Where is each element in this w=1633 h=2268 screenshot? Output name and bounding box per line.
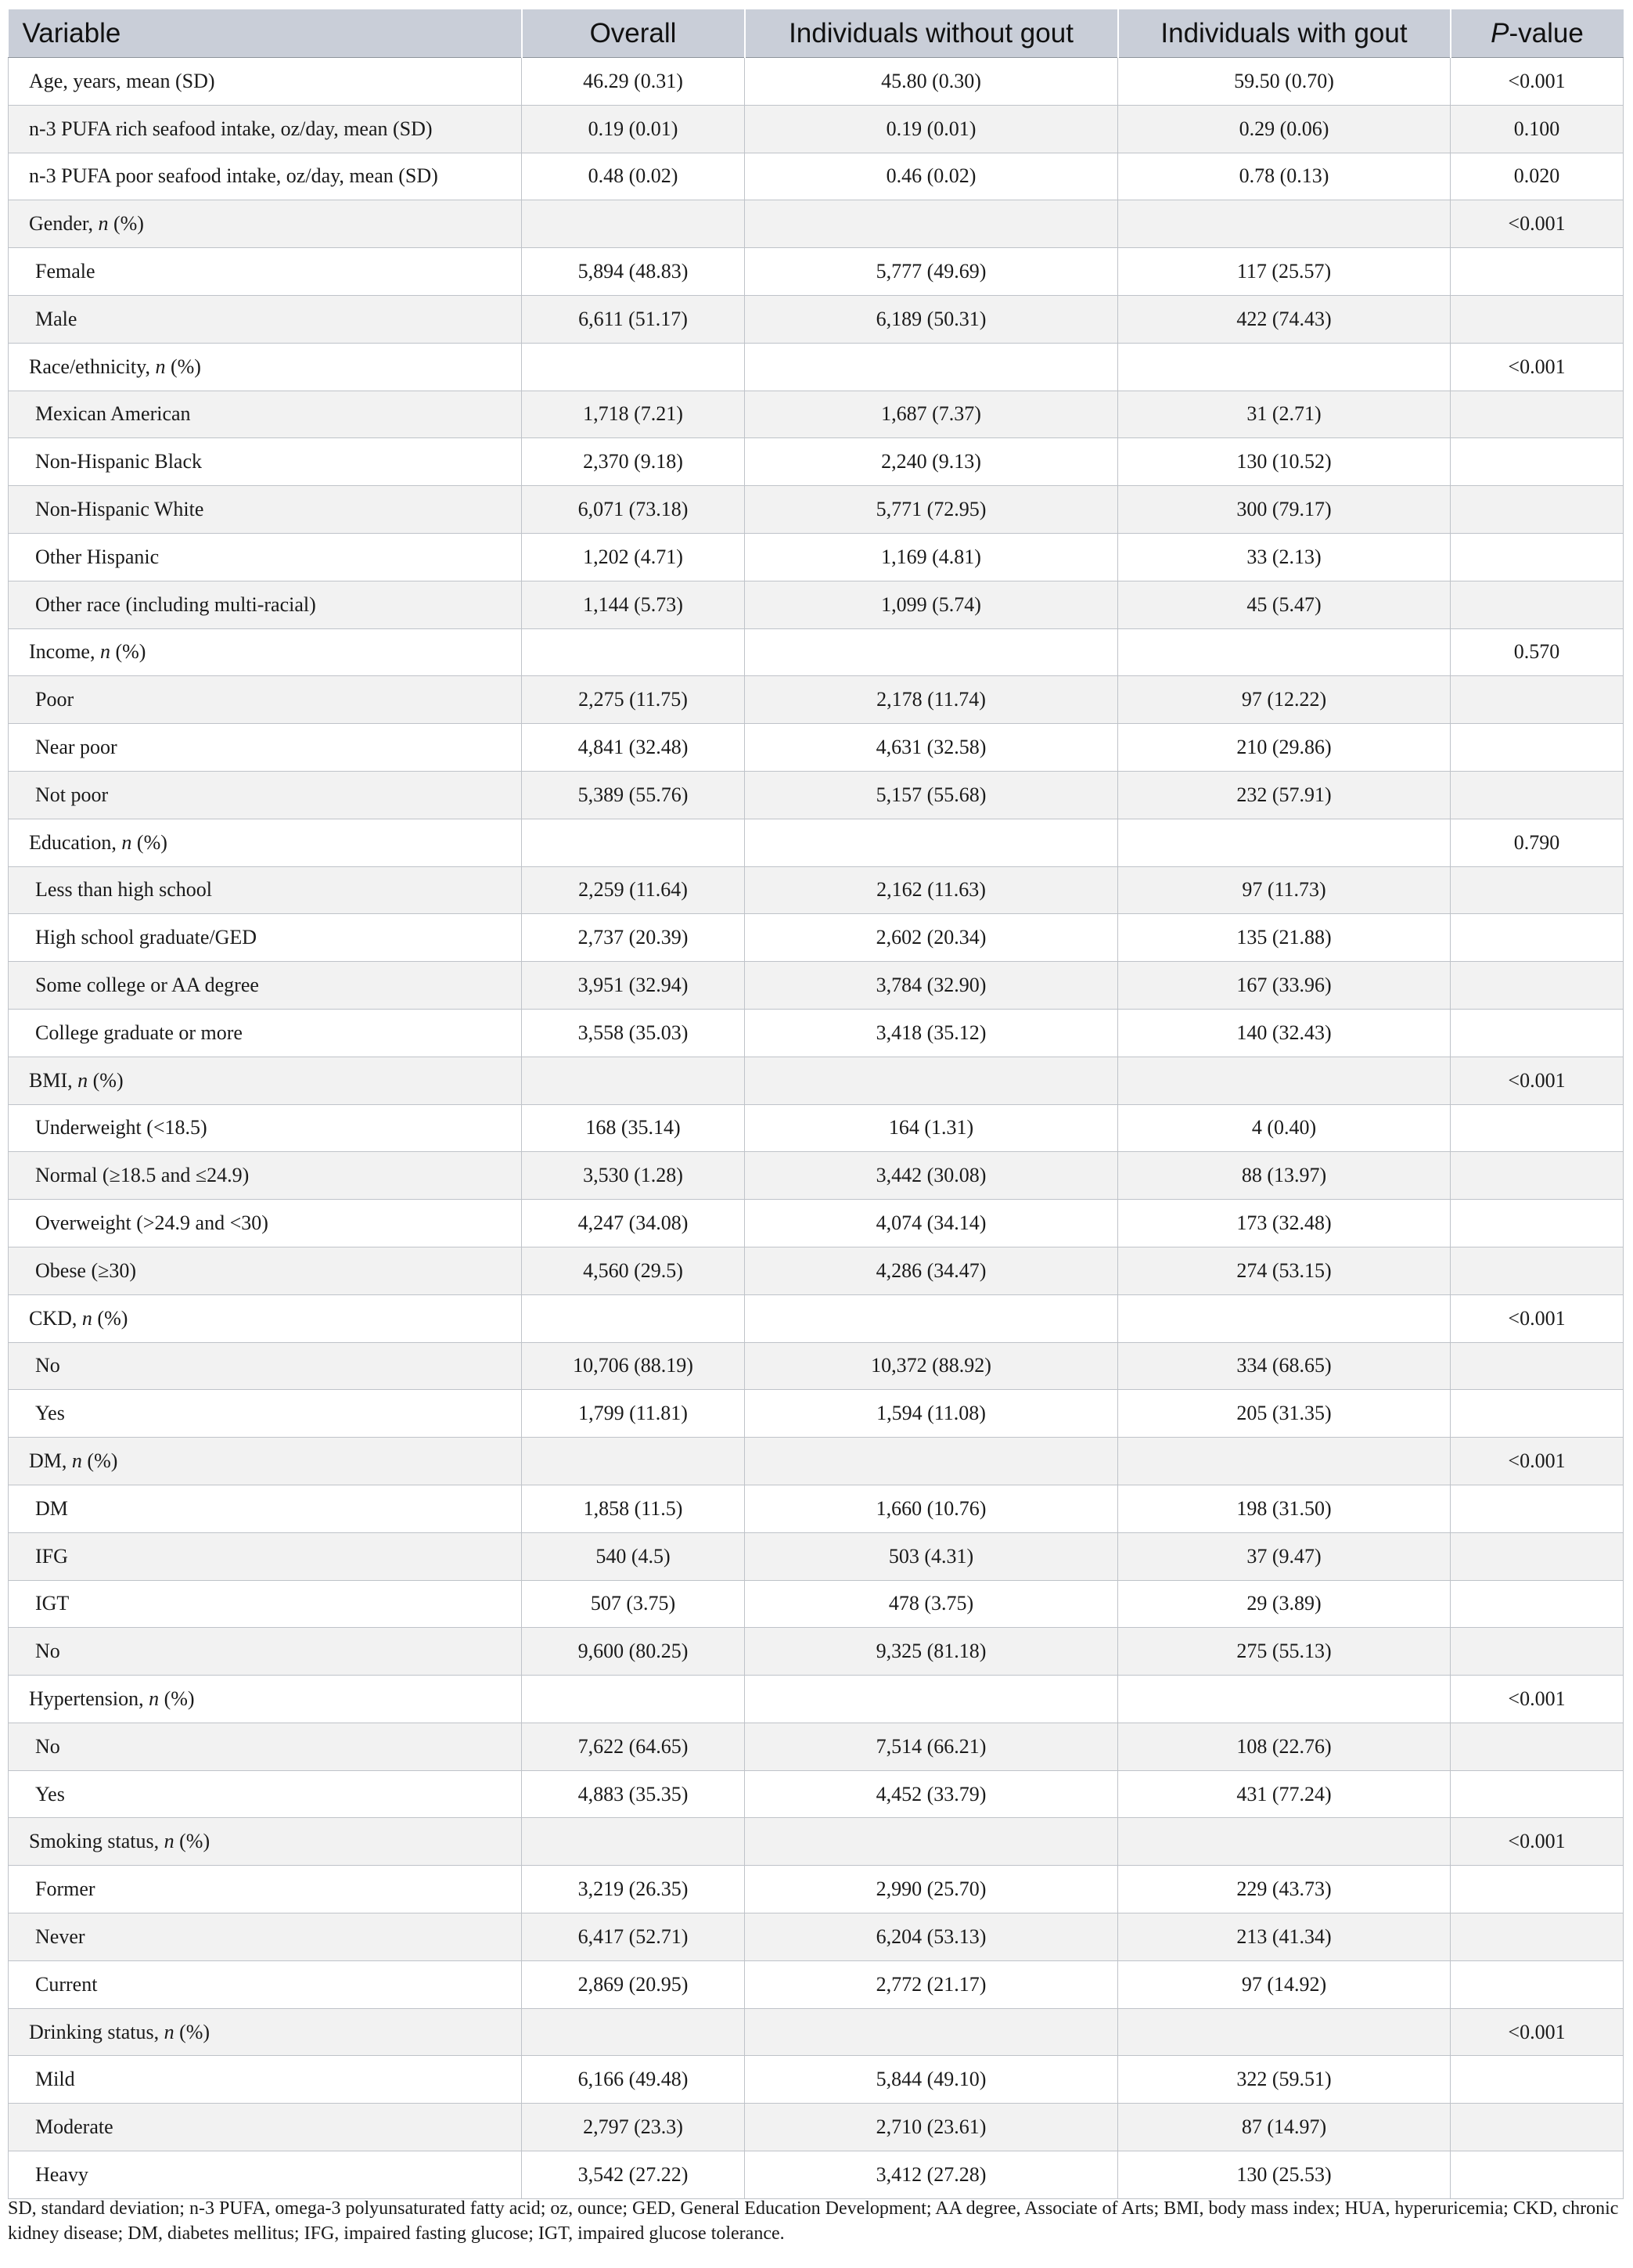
cell-p-value: [1451, 1532, 1624, 1580]
header-overall: Overall: [522, 9, 745, 58]
table-row: [9, 1104, 1624, 1152]
cell-with-gout: 88 (13.97): [1118, 1152, 1451, 1200]
cell-variable: Non-Hispanic White: [9, 486, 522, 534]
cell-variable: Male: [9, 295, 522, 343]
cell-with-gout: [1118, 1676, 1451, 1723]
cell-p-value: [1451, 1152, 1624, 1200]
cell-overall: 6,166 (49.48): [522, 2056, 745, 2104]
cell-without-gout: 3,784 (32.90): [745, 962, 1118, 1010]
cell-without-gout: 6,189 (50.31): [745, 295, 1118, 343]
cell-without-gout: 3,418 (35.12): [745, 1009, 1118, 1057]
cell-overall: 3,530 (1.28): [522, 1152, 745, 1200]
cell-without-gout: 4,074 (34.14): [745, 1200, 1118, 1247]
cell-without-gout: [745, 628, 1118, 676]
cell-variable: n-3 PUFA poor seafood intake, oz/day, mean (SD): [9, 153, 522, 200]
cell-variable: n-3 PUFA rich seafood intake, oz/day, mean (SD): [9, 105, 522, 153]
cell-without-gout: 0.19 (0.01): [745, 105, 1118, 153]
table-row: [9, 153, 1624, 200]
cell-without-gout: 1,169 (4.81): [745, 533, 1118, 581]
cell-with-gout: 33 (2.13): [1118, 533, 1451, 581]
cell-overall: 0.19 (0.01): [522, 105, 745, 153]
cell-p-value: [1451, 581, 1624, 628]
cell-p-value: 0.100: [1451, 105, 1624, 153]
table-row: [9, 581, 1624, 628]
cell-p-value: <0.001: [1451, 58, 1624, 106]
table-row: [9, 1057, 1624, 1104]
cell-p-value: [1451, 1723, 1624, 1770]
cell-with-gout: 198 (31.50): [1118, 1485, 1451, 1532]
cell-with-gout: [1118, 628, 1451, 676]
cell-without-gout: 10,372 (88.92): [745, 1342, 1118, 1390]
cell-variable: Age, years, mean (SD): [9, 58, 522, 106]
cell-without-gout: 164 (1.31): [745, 1104, 1118, 1152]
cell-p-value: [1451, 391, 1624, 438]
cell-with-gout: 322 (59.51): [1118, 2056, 1451, 2104]
cell-with-gout: [1118, 1294, 1451, 1342]
cell-with-gout: 97 (14.92): [1118, 1960, 1451, 2008]
cell-with-gout: 275 (55.13): [1118, 1628, 1451, 1676]
table-row: [9, 1818, 1624, 1866]
cell-without-gout: 5,844 (49.10): [745, 2056, 1118, 2104]
cell-without-gout: [745, 200, 1118, 248]
cell-without-gout: 5,157 (55.68): [745, 771, 1118, 819]
cell-with-gout: 173 (32.48): [1118, 1200, 1451, 1247]
cell-p-value: <0.001: [1451, 2008, 1624, 2056]
cell-overall: 540 (4.5): [522, 1532, 745, 1580]
cell-overall: 3,951 (32.94): [522, 962, 745, 1010]
table-row: [9, 2056, 1624, 2104]
cell-overall: 0.48 (0.02): [522, 153, 745, 200]
cell-p-value: 0.020: [1451, 153, 1624, 200]
cell-variable: DM, n (%): [9, 1438, 522, 1485]
cell-with-gout: [1118, 2008, 1451, 2056]
cell-without-gout: 503 (4.31): [745, 1532, 1118, 1580]
cell-p-value: [1451, 1485, 1624, 1532]
table-row: [9, 1532, 1624, 1580]
table-row: [9, 58, 1624, 106]
cell-variable: Mexican American: [9, 391, 522, 438]
table-row: [9, 438, 1624, 486]
cell-overall: 6,071 (73.18): [522, 486, 745, 534]
table-row: [9, 1913, 1624, 1961]
cell-variable: Income, n (%): [9, 628, 522, 676]
cell-without-gout: 4,631 (32.58): [745, 724, 1118, 772]
cell-p-value: [1451, 1913, 1624, 1961]
cell-p-value: [1451, 866, 1624, 914]
cell-overall: 2,797 (23.3): [522, 2104, 745, 2151]
cell-variable: Hypertension, n (%): [9, 1676, 522, 1723]
cell-overall: 3,219 (26.35): [522, 1866, 745, 1913]
cell-variable: College graduate or more: [9, 1009, 522, 1057]
cell-with-gout: 431 (77.24): [1118, 1770, 1451, 1818]
cell-overall: [522, 1057, 745, 1104]
cell-variable: Mild: [9, 2056, 522, 2104]
cell-overall: 1,858 (11.5): [522, 1485, 745, 1532]
cell-p-value: <0.001: [1451, 1057, 1624, 1104]
table-row: [9, 1770, 1624, 1818]
cell-with-gout: 229 (43.73): [1118, 1866, 1451, 1913]
cell-without-gout: 1,687 (7.37): [745, 391, 1118, 438]
cell-with-gout: [1118, 1818, 1451, 1866]
cell-with-gout: 0.29 (0.06): [1118, 105, 1451, 153]
cell-overall: [522, 343, 745, 391]
table-row: [9, 105, 1624, 153]
table-row: [9, 1009, 1624, 1057]
cell-without-gout: 478 (3.75): [745, 1580, 1118, 1628]
table-row: [9, 1628, 1624, 1676]
cell-p-value: [1451, 486, 1624, 534]
cell-with-gout: 232 (57.91): [1118, 771, 1451, 819]
cell-variable: Former: [9, 1866, 522, 1913]
table-row: [9, 1580, 1624, 1628]
cell-without-gout: 5,771 (72.95): [745, 486, 1118, 534]
cell-without-gout: [745, 1438, 1118, 1485]
cell-p-value: [1451, 1247, 1624, 1294]
cell-overall: 6,611 (51.17): [522, 295, 745, 343]
table-row: [9, 1485, 1624, 1532]
cell-overall: 10,706 (88.19): [522, 1342, 745, 1390]
cell-without-gout: 5,777 (49.69): [745, 248, 1118, 296]
cell-overall: 2,370 (9.18): [522, 438, 745, 486]
cell-variable: Current: [9, 1960, 522, 2008]
table-row: [9, 914, 1624, 962]
table-footnote: SD, standard deviation; n-3 PUFA, omega-3 polyunsaturated fatty acid; oz, ounce; GED, General Education Development; AA degree, Associate of Arts; BMI, body mass index; HUA, hyperuricemia; CKD, chronic kidney disease; DM, diabetes mellitus; IFG, impaired fasting glucose; IGT, impaired glucose tolerance.: [8, 2198, 1619, 2244]
header-variable: Variable: [9, 9, 522, 58]
table-row: [9, 1723, 1624, 1770]
cell-overall: 2,259 (11.64): [522, 866, 745, 914]
table-row: [9, 1247, 1624, 1294]
cell-without-gout: [745, 1818, 1118, 1866]
cell-overall: 168 (35.14): [522, 1104, 745, 1152]
table-row: [9, 2151, 1624, 2199]
cell-with-gout: 205 (31.35): [1118, 1390, 1451, 1438]
cell-overall: [522, 1294, 745, 1342]
cell-p-value: [1451, 1628, 1624, 1676]
table-row: [9, 1866, 1624, 1913]
cell-p-value: [1451, 438, 1624, 486]
table-row: [9, 1676, 1624, 1723]
cell-variable: BMI, n (%): [9, 1057, 522, 1104]
cell-p-value: <0.001: [1451, 1676, 1624, 1723]
cell-variable: High school graduate/GED: [9, 914, 522, 962]
cell-variable: Near poor: [9, 724, 522, 772]
cell-with-gout: 31 (2.71): [1118, 391, 1451, 438]
cell-without-gout: [745, 343, 1118, 391]
cell-p-value: [1451, 1960, 1624, 2008]
cell-variable: Yes: [9, 1390, 522, 1438]
cell-variable: No: [9, 1723, 522, 1770]
table-body: [9, 58, 1624, 2199]
table-row: [9, 1390, 1624, 1438]
cell-p-value: [1451, 1866, 1624, 1913]
table-row: [9, 2008, 1624, 2056]
table-row: [9, 1152, 1624, 1200]
table-row: [9, 343, 1624, 391]
cell-without-gout: 2,178 (11.74): [745, 676, 1118, 724]
cell-without-gout: [745, 1057, 1118, 1104]
table-row: [9, 962, 1624, 1010]
cell-p-value: <0.001: [1451, 1294, 1624, 1342]
table-row: [9, 676, 1624, 724]
cell-with-gout: [1118, 819, 1451, 866]
cell-without-gout: [745, 1294, 1118, 1342]
cell-overall: 7,622 (64.65): [522, 1723, 745, 1770]
cell-overall: 1,718 (7.21): [522, 391, 745, 438]
cell-overall: 9,600 (80.25): [522, 1628, 745, 1676]
table-row: [9, 866, 1624, 914]
table-row: [9, 200, 1624, 248]
cell-with-gout: 422 (74.43): [1118, 295, 1451, 343]
header-without-gout: Individuals without gout: [745, 9, 1118, 58]
cell-overall: 2,737 (20.39): [522, 914, 745, 962]
table-row: [9, 1200, 1624, 1247]
cell-with-gout: 334 (68.65): [1118, 1342, 1451, 1390]
cell-variable: Smoking status, n (%): [9, 1818, 522, 1866]
cell-overall: [522, 2008, 745, 2056]
cell-overall: 3,558 (35.03): [522, 1009, 745, 1057]
cell-p-value: [1451, 1390, 1624, 1438]
cell-with-gout: 210 (29.86): [1118, 724, 1451, 772]
cell-p-value: <0.001: [1451, 1818, 1624, 1866]
cell-variable: Race/ethnicity, n (%): [9, 343, 522, 391]
header-with-gout: Individuals with gout: [1118, 9, 1451, 58]
cell-overall: [522, 628, 745, 676]
cell-overall: 4,247 (34.08): [522, 1200, 745, 1247]
cell-variable: IFG: [9, 1532, 522, 1580]
cell-p-value: [1451, 1200, 1624, 1247]
table-row: [9, 1342, 1624, 1390]
cell-without-gout: 6,204 (53.13): [745, 1913, 1118, 1961]
cell-variable: Underweight (<18.5): [9, 1104, 522, 1152]
cell-with-gout: 300 (79.17): [1118, 486, 1451, 534]
cell-without-gout: [745, 2008, 1118, 2056]
table-row: [9, 628, 1624, 676]
cell-without-gout: 2,602 (20.34): [745, 914, 1118, 962]
cell-without-gout: 2,990 (25.70): [745, 1866, 1118, 1913]
baseline-characteristics-table: [8, 9, 1624, 2199]
cell-with-gout: 135 (21.88): [1118, 914, 1451, 962]
table-row: [9, 391, 1624, 438]
cell-variable: Heavy: [9, 2151, 522, 2199]
table-row: [9, 533, 1624, 581]
cell-without-gout: 45.80 (0.30): [745, 58, 1118, 106]
cell-with-gout: 37 (9.47): [1118, 1532, 1451, 1580]
cell-without-gout: 2,240 (9.13): [745, 438, 1118, 486]
cell-without-gout: 7,514 (66.21): [745, 1723, 1118, 1770]
cell-p-value: [1451, 962, 1624, 1010]
cell-p-value: <0.001: [1451, 200, 1624, 248]
cell-variable: Non-Hispanic Black: [9, 438, 522, 486]
cell-p-value: [1451, 914, 1624, 962]
cell-variable: Education, n (%): [9, 819, 522, 866]
cell-with-gout: 167 (33.96): [1118, 962, 1451, 1010]
cell-variable: Drinking status, n (%): [9, 2008, 522, 2056]
cell-with-gout: 45 (5.47): [1118, 581, 1451, 628]
cell-with-gout: 274 (53.15): [1118, 1247, 1451, 1294]
cell-overall: 5,389 (55.76): [522, 771, 745, 819]
cell-without-gout: 2,162 (11.63): [745, 866, 1118, 914]
cell-overall: 4,883 (35.35): [522, 1770, 745, 1818]
cell-without-gout: 9,325 (81.18): [745, 1628, 1118, 1676]
cell-with-gout: 0.78 (0.13): [1118, 153, 1451, 200]
cell-without-gout: 0.46 (0.02): [745, 153, 1118, 200]
table-row: [9, 771, 1624, 819]
cell-with-gout: 87 (14.97): [1118, 2104, 1451, 2151]
table-row: [9, 724, 1624, 772]
cell-with-gout: 117 (25.57): [1118, 248, 1451, 296]
cell-variable: Never: [9, 1913, 522, 1961]
cell-variable: Obese (≥30): [9, 1247, 522, 1294]
cell-p-value: 0.570: [1451, 628, 1624, 676]
cell-p-value: <0.001: [1451, 343, 1624, 391]
cell-overall: 4,560 (29.5): [522, 1247, 745, 1294]
cell-with-gout: [1118, 200, 1451, 248]
cell-overall: 1,799 (11.81): [522, 1390, 745, 1438]
cell-p-value: [1451, 2056, 1624, 2104]
header-p-value: [1451, 9, 1624, 58]
cell-variable: Normal (≥18.5 and ≤24.9): [9, 1152, 522, 1200]
table-row: [9, 2104, 1624, 2151]
cell-variable: CKD, n (%): [9, 1294, 522, 1342]
table-row: [9, 819, 1624, 866]
cell-p-value: [1451, 2151, 1624, 2199]
cell-without-gout: 4,286 (34.47): [745, 1247, 1118, 1294]
cell-p-value: [1451, 2104, 1624, 2151]
cell-overall: 46.29 (0.31): [522, 58, 745, 106]
cell-p-value: 0.790: [1451, 819, 1624, 866]
cell-with-gout: [1118, 1438, 1451, 1485]
cell-with-gout: 130 (25.53): [1118, 2151, 1451, 2199]
cell-variable: Female: [9, 248, 522, 296]
cell-overall: 1,202 (4.71): [522, 533, 745, 581]
cell-without-gout: 1,099 (5.74): [745, 581, 1118, 628]
cell-variable: Gender, n (%): [9, 200, 522, 248]
cell-variable: No: [9, 1628, 522, 1676]
cell-overall: 5,894 (48.83): [522, 248, 745, 296]
cell-p-value: [1451, 724, 1624, 772]
cell-overall: 3,542 (27.22): [522, 2151, 745, 2199]
table-row: [9, 486, 1624, 534]
cell-with-gout: 140 (32.43): [1118, 1009, 1451, 1057]
cell-with-gout: 4 (0.40): [1118, 1104, 1451, 1152]
table-row: [9, 1438, 1624, 1485]
cell-overall: [522, 1438, 745, 1485]
cell-without-gout: [745, 1676, 1118, 1723]
cell-overall: 4,841 (32.48): [522, 724, 745, 772]
cell-overall: [522, 1818, 745, 1866]
cell-variable: Yes: [9, 1770, 522, 1818]
cell-p-value: [1451, 771, 1624, 819]
cell-variable: Some college or AA degree: [9, 962, 522, 1010]
cell-with-gout: 97 (12.22): [1118, 676, 1451, 724]
cell-without-gout: 4,452 (33.79): [745, 1770, 1118, 1818]
cell-variable: Other race (including multi-racial): [9, 581, 522, 628]
cell-p-value: [1451, 248, 1624, 296]
header-row: [9, 9, 1624, 58]
cell-with-gout: 29 (3.89): [1118, 1580, 1451, 1628]
cell-without-gout: 1,594 (11.08): [745, 1390, 1118, 1438]
cell-variable: DM: [9, 1485, 522, 1532]
table-header: [9, 9, 1624, 58]
cell-variable: Moderate: [9, 2104, 522, 2151]
cell-with-gout: 59.50 (0.70): [1118, 58, 1451, 106]
cell-p-value: [1451, 1104, 1624, 1152]
table-row: [9, 295, 1624, 343]
cell-overall: [522, 200, 745, 248]
cell-with-gout: [1118, 343, 1451, 391]
header-p-letter: P: [1491, 17, 1509, 49]
cell-with-gout: 130 (10.52): [1118, 438, 1451, 486]
table-row: [9, 1960, 1624, 2008]
cell-overall: 2,869 (20.95): [522, 1960, 745, 2008]
cell-with-gout: 108 (22.76): [1118, 1723, 1451, 1770]
cell-with-gout: 97 (11.73): [1118, 866, 1451, 914]
table-row: [9, 248, 1624, 296]
cell-p-value: [1451, 676, 1624, 724]
cell-p-value: [1451, 1770, 1624, 1818]
cell-variable: Overweight (>24.9 and <30): [9, 1200, 522, 1247]
cell-variable: Less than high school: [9, 866, 522, 914]
cell-p-value: [1451, 1580, 1624, 1628]
header-p-suffix: -value: [1509, 17, 1584, 49]
cell-overall: [522, 819, 745, 866]
cell-overall: [522, 1676, 745, 1723]
cell-overall: 507 (3.75): [522, 1580, 745, 1628]
cell-overall: 2,275 (11.75): [522, 676, 745, 724]
cell-variable: Not poor: [9, 771, 522, 819]
cell-p-value: [1451, 1009, 1624, 1057]
cell-without-gout: 2,710 (23.61): [745, 2104, 1118, 2151]
cell-overall: 6,417 (52.71): [522, 1913, 745, 1961]
cell-variable: Other Hispanic: [9, 533, 522, 581]
cell-p-value: [1451, 1342, 1624, 1390]
cell-p-value: <0.001: [1451, 1438, 1624, 1485]
cell-p-value: [1451, 533, 1624, 581]
cell-variable: IGT: [9, 1580, 522, 1628]
table-row: [9, 1294, 1624, 1342]
cell-with-gout: [1118, 1057, 1451, 1104]
cell-overall: 1,144 (5.73): [522, 581, 745, 628]
cell-with-gout: 213 (41.34): [1118, 1913, 1451, 1961]
cell-without-gout: 2,772 (21.17): [745, 1960, 1118, 2008]
cell-variable: No: [9, 1342, 522, 1390]
cell-without-gout: 3,442 (30.08): [745, 1152, 1118, 1200]
cell-p-value: [1451, 295, 1624, 343]
cell-without-gout: 1,660 (10.76): [745, 1485, 1118, 1532]
cell-variable: Poor: [9, 676, 522, 724]
cell-without-gout: [745, 819, 1118, 866]
cell-without-gout: 3,412 (27.28): [745, 2151, 1118, 2199]
